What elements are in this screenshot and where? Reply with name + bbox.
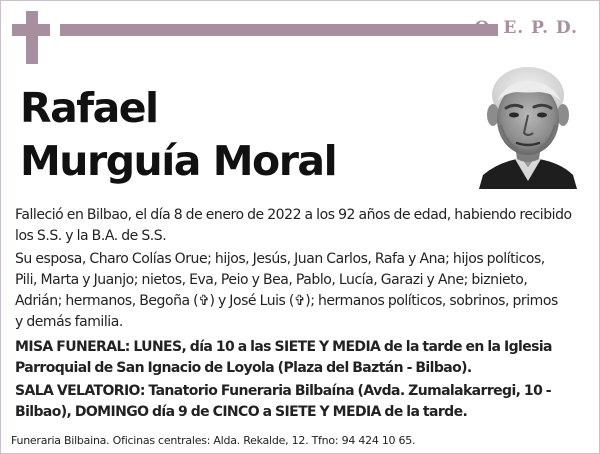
wake-paragraph [15, 381, 585, 423]
text-line: SALA VELATORIO: Tanatorio Funeraria Bilbaína (Avda. Zumalakarregi, 10 - [15, 383, 551, 399]
text-line: Pili, Marta y Juanjo; nietos, Eva, Peio y Bea, Pablo, Lucía, Garazi y Ane; biznieto, [15, 272, 528, 288]
funeral-home-footer: Funeraria Bilbaina. Oficinas centrales: Alda. Rekalde, 12. Tfno: 94 424 10 65. [11, 434, 416, 447]
header-rule [60, 24, 498, 36]
text-line: Su esposa, Charo Colías Orue; hijos, Jesús, Juan Carlos, Rafa y Ana; hijos políticos, [15, 251, 545, 267]
text-line: Bilbao), DOMINGO día 9 de CINCO a SIETE Y MEDIA de la tarde. [15, 404, 468, 420]
cross-icon-bar [12, 24, 50, 36]
portrait-photo [477, 63, 579, 189]
family-paragraph [15, 249, 585, 333]
text-line: y demás familia. [15, 314, 123, 330]
cross-icon [26, 11, 38, 64]
text-line: los S.S. y la B.A. de S.S. [15, 228, 167, 244]
text-line: Adrián; hermanos, Begoña (✞) y José Luis (✞); hermanos políticos, sobrinos, primos [15, 293, 558, 309]
text-line: Falleció en Bilbao, el día 8 de enero de 2022 a los 92 años de edad, habiendo recibido [15, 207, 572, 223]
death-notice-paragraph [15, 205, 585, 247]
deceased-surname: Murguía Moral [20, 137, 337, 185]
qepd-label: Q. E. P. D. [474, 18, 578, 38]
text-line: Parroquial de San Ignacio de Loyola (Plaza del Baztán - Bilbao). [15, 360, 472, 376]
portrait-image [477, 63, 579, 189]
deceased-first-name: Rafael [20, 84, 158, 132]
text-line: MISA FUNERAL: LUNES, día 10 a las SIETE Y MEDIA de la tarde en la Iglesia [15, 339, 552, 355]
funeral-mass-paragraph [15, 337, 585, 379]
